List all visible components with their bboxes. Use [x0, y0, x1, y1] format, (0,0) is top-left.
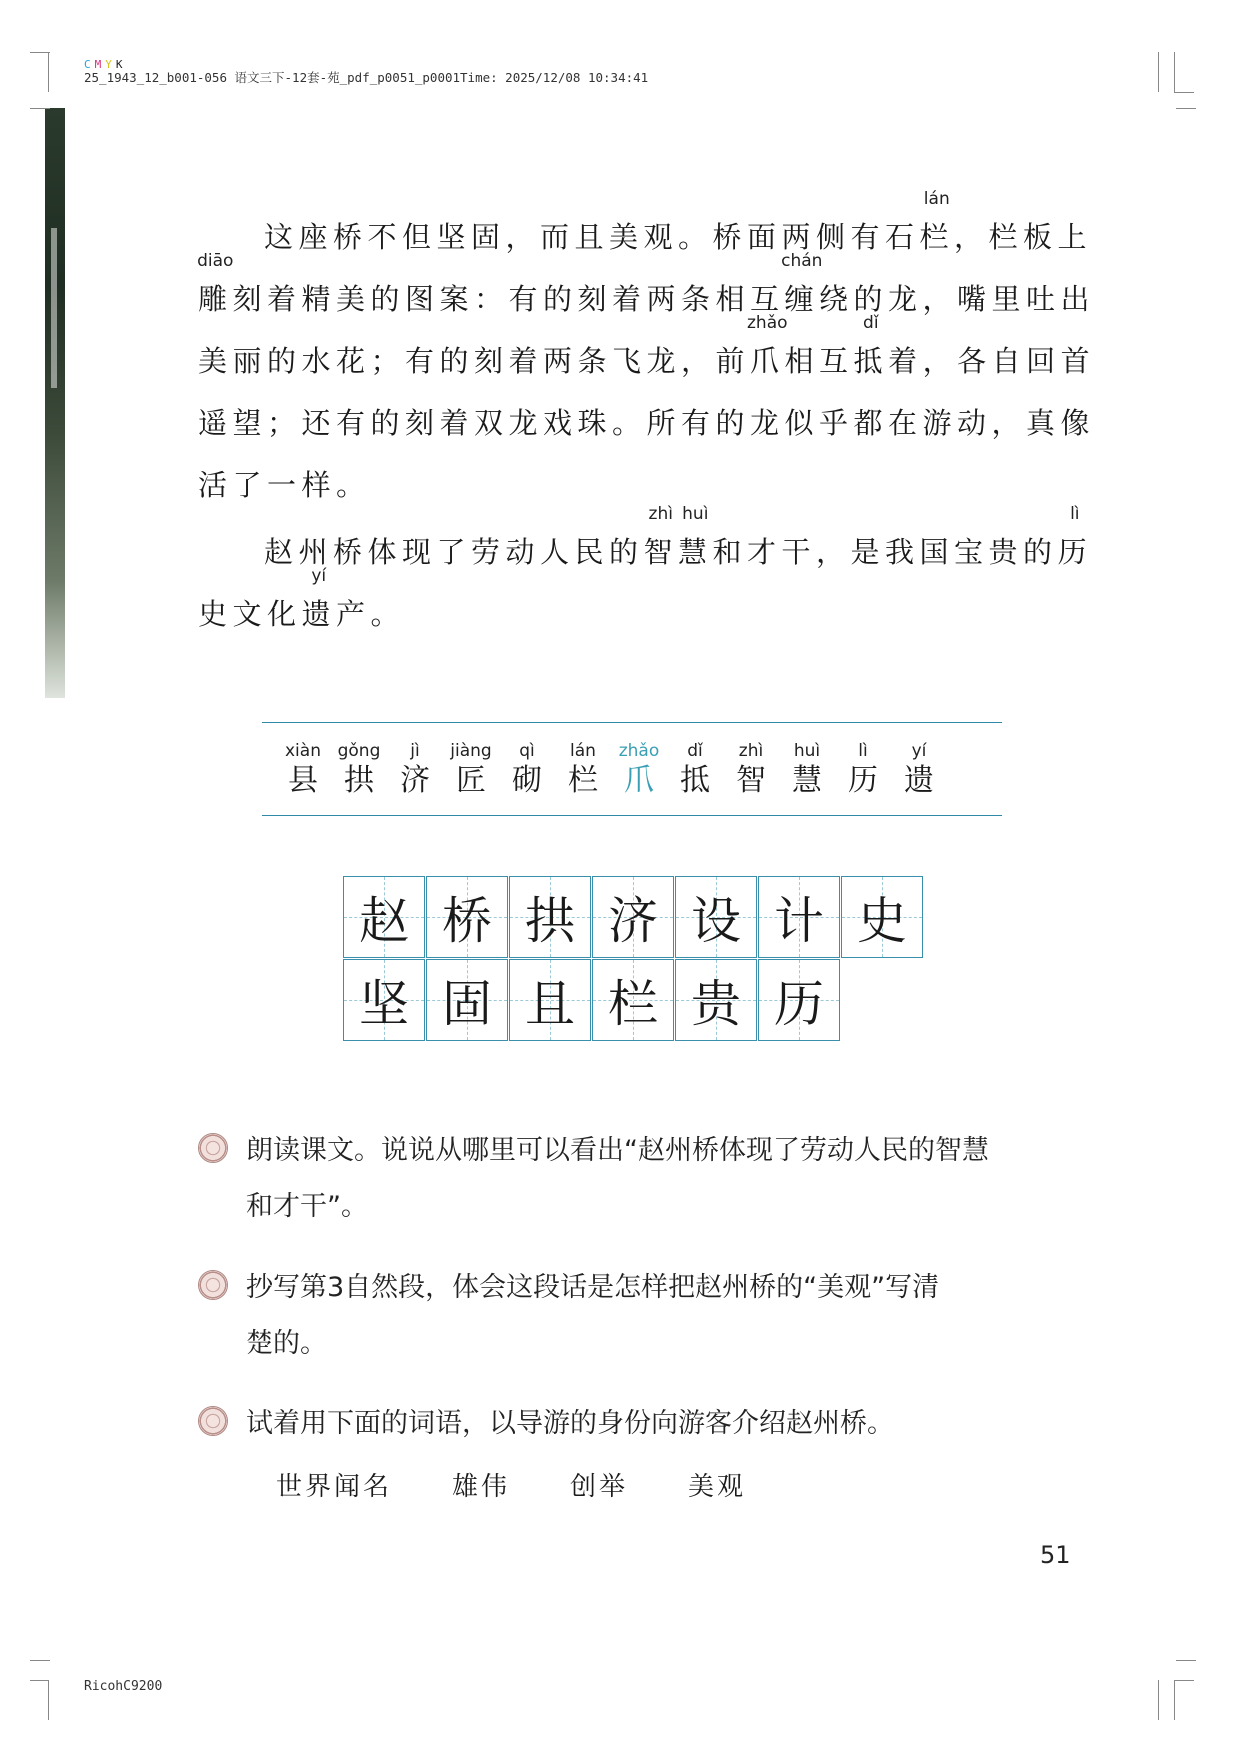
crop-mark	[1176, 1660, 1196, 1661]
new-char-item: lán 栏	[568, 741, 598, 798]
new-char-item: huì 慧	[792, 741, 822, 798]
crop-mark	[1174, 1680, 1194, 1681]
grid-cell: 坚	[343, 959, 425, 1041]
crop-mark	[1174, 92, 1194, 93]
new-char-item: gǒng 拱	[337, 741, 381, 798]
text-line: diāo 雕刻着精美的图案：有的刻着两条相互 chán 缠绕的龙，嘴里吐出	[197, 251, 1096, 316]
crop-mark	[1176, 108, 1196, 109]
crop-mark	[48, 1680, 49, 1720]
grid-cell: 栏	[592, 959, 674, 1041]
text-line: 赵州桥体现了劳动人民的 zhì 智 huì 慧和才干，是我国宝贵的 lì 历	[264, 504, 1093, 569]
side-photo-strip	[45, 108, 65, 698]
grid-cell: 固	[426, 959, 508, 1041]
grid-cell: 计	[758, 876, 840, 958]
exercise-bullet-icon	[198, 1270, 228, 1300]
grid-cell: 设	[675, 876, 757, 958]
exercise-line: 试着用下面的词语，以导游的身份向游客介绍赵州桥。	[246, 1408, 894, 1439]
grid-cell: 且	[509, 959, 591, 1041]
vocab-word: 雄伟	[452, 1472, 511, 1502]
cmyk-marks: CMYK	[84, 58, 127, 71]
exercise-bullet-icon	[198, 1133, 228, 1163]
page-number: 51	[1040, 1541, 1071, 1569]
crop-mark	[48, 52, 49, 92]
exercise-line: 抄写第3自然段，体会这段话是怎样把赵州桥的“美观”写清	[246, 1272, 940, 1303]
print-footer: RicohC9200	[84, 1679, 163, 1694]
new-char-item: zhì 智	[736, 741, 766, 798]
new-char-item: yí 遗	[904, 741, 934, 798]
grid-cell: 贵	[675, 959, 757, 1041]
crop-mark	[1174, 1680, 1175, 1720]
text-line: 美丽的水花；有的刻着两条飞龙，前 zhǎo 爪相互 dǐ 抵着，各自回首	[198, 313, 1096, 378]
crop-mark	[30, 1680, 48, 1681]
new-char-item: jì 济	[400, 741, 430, 798]
text-line: 遥望；还有的刻着双龙戏珠。所有的龙似乎都在游动，真像	[198, 406, 1096, 440]
new-char-item: qì 砌	[512, 741, 542, 798]
new-char-item: lì 历	[848, 741, 878, 798]
exercise-line: 和才干”。	[246, 1191, 368, 1222]
crop-mark	[1158, 1680, 1159, 1720]
exercise-line: 楚的。	[246, 1328, 327, 1359]
exercise-line: 朗读课文。说说从哪里可以看出“赵州桥体现了劳动人民的智慧	[246, 1135, 989, 1166]
grid-cell: 历	[758, 959, 840, 1041]
crop-mark	[1174, 52, 1175, 92]
print-header: 25_1943_12_b001-056 语文三下-12套-苑_pdf_p0051_p0001Time: 2025/12/08 10:34:41	[84, 70, 649, 85]
crop-mark	[30, 52, 50, 53]
crop-mark	[1158, 52, 1159, 92]
grid-cell: 赵	[343, 876, 425, 958]
grid-cell: 济	[592, 876, 674, 958]
text-line: 这座桥不但坚固，而且美观。桥面两侧有石 lán 栏，栏板上	[264, 189, 1093, 254]
text-line: 活了一样。	[198, 468, 371, 502]
grid-cell: 史	[841, 876, 923, 958]
new-char-item: xiàn 县	[285, 741, 321, 798]
crop-mark	[30, 1660, 50, 1661]
exercise-bullet-icon	[198, 1406, 228, 1436]
new-char-item-highlighted: zhǎo 爪	[618, 741, 660, 798]
vocab-word: 创举	[570, 1472, 629, 1502]
grid-cell: 拱	[509, 876, 591, 958]
grid-cell: 桥	[426, 876, 508, 958]
crop-mark	[30, 108, 50, 109]
vocab-word: 世界闻名	[276, 1472, 393, 1502]
new-char-item: dǐ 抵	[680, 741, 710, 798]
vocab-word: 美观	[688, 1472, 747, 1502]
text-line: 史文化 yí 遗产。	[198, 566, 406, 631]
new-characters-box	[262, 722, 1002, 816]
new-char-item: jiàng 匠	[450, 741, 492, 798]
